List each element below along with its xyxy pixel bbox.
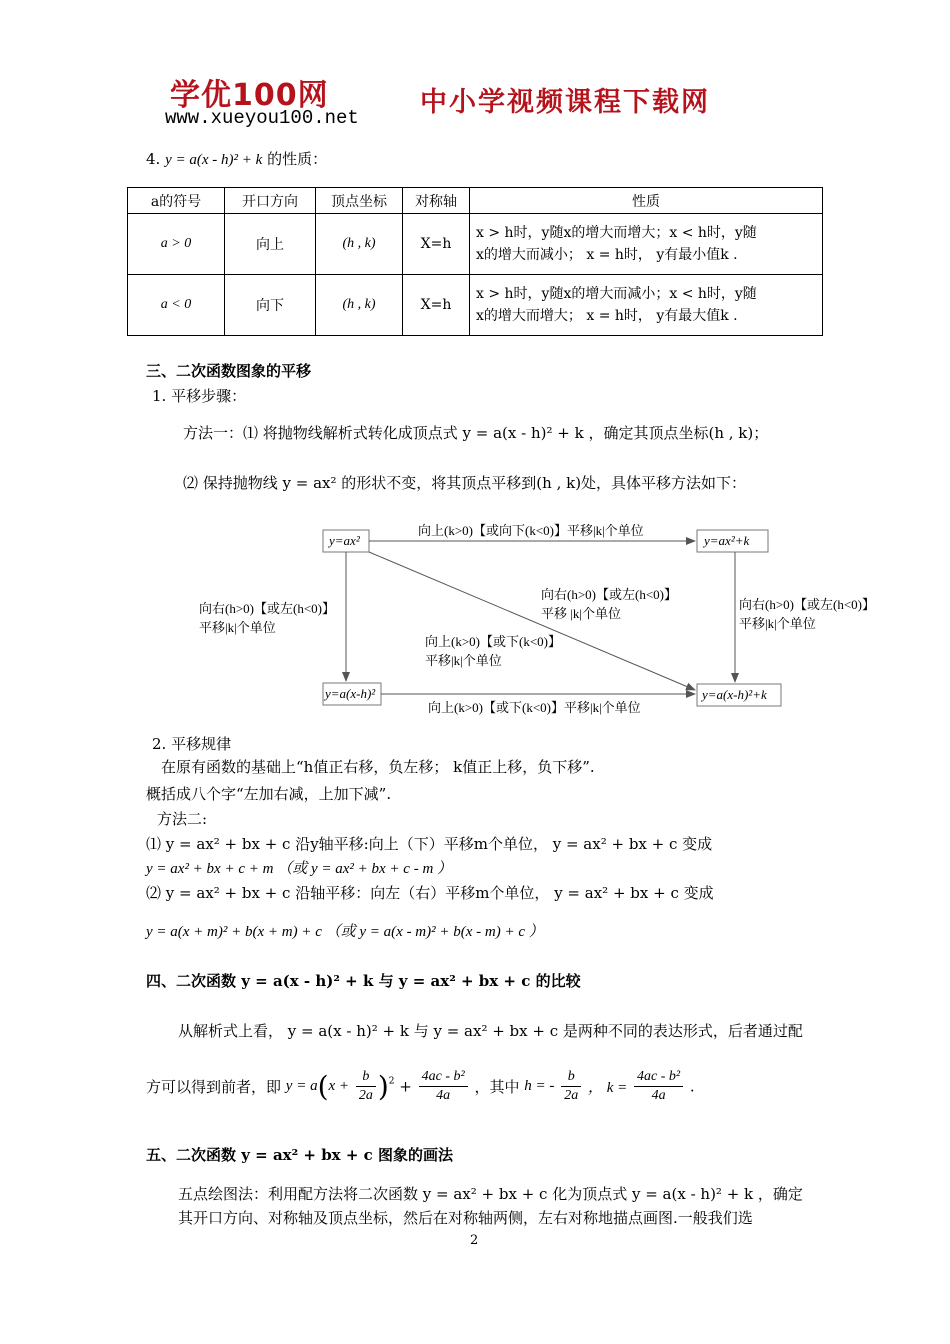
cell-sign: a < 0 — [128, 275, 225, 336]
diagonal-label-1: 向右(h>0)【或左(h<0)】 平移 |k|个单位 — [541, 587, 677, 621]
box-vertical-label: y=ax²+k — [704, 533, 750, 548]
cell-direction: 向下 — [225, 275, 316, 336]
method-two-p2: ⑵ y = ax² + bx + c 沿轴平移：向左（右）平移m个单位， y = ax² + bx + c 变成 — [146, 884, 714, 902]
section-4-title: 四、二次函数 y = a(x - h)² + k 与 y = ax² + bx + c 的比较 — [146, 972, 581, 990]
fraction-k: $\frac{\text{4ac - b²}}{4a}$ — [419, 1068, 468, 1105]
col-header: 对称轴 — [403, 188, 470, 214]
box-horizontal-label: y=a(x-h)² — [325, 686, 376, 701]
cell-axis: X=h — [403, 275, 470, 336]
section-4-heading: 4. y = a(x - h)² + k 的性质： — [146, 150, 328, 168]
comparison-para-2: 方可以得到前者，即 y = a(x + $\frac{b}{2a}$ )$^2$ + $\frac{\text{4ac - b²}}{4a}$ ，其中 h = - $\frac{b}{2a}$ ， k = $\frac{\text{4ac - b²}}{4a}$ . — [146, 1069, 695, 1103]
method-two-p1: ⑴ y = ax² + bx + c 沿y轴平移:向上（下）平移m个单位， y = ax² + bx + c 变成 — [146, 835, 713, 853]
cell-property: x > h时，y随x的增大而减小；x < h时，y随 x的增大而增大； x = h时， y有最大值k . — [470, 275, 823, 336]
rule-line-1: 在原有函数的基础上“h值正右移，负左移； k值正上移，负下移”. — [161, 758, 595, 776]
page-number: 2 — [470, 1233, 479, 1248]
bottom-arrow-label: 向上(k>0)【或下(k<0)】平移|k|个单位 — [428, 700, 641, 715]
cell-property: x > h时，y随x的增大而增大；x < h时，y随 x的增大而减小； x = h时， y有最小值k . — [470, 214, 823, 275]
logo-url: www.xueyou100.net — [165, 107, 359, 129]
rule-title: 2. 平移规律 — [152, 735, 232, 753]
diagonal-label-2: 向上(k>0)【或下(k<0)】 平移|k|个单位 — [425, 634, 561, 668]
col-header: 开口方向 — [225, 188, 316, 214]
method-two-p1-result: y = ax² + bx + c + m （或 y = ax² + bx + c - m ） — [146, 861, 453, 877]
steps-title: 1. 平移步骤： — [152, 387, 247, 405]
header-slogan: 中小学视频课程下载网 — [420, 87, 710, 118]
sec4-formula: y = a(x - h)² + k — [165, 152, 263, 168]
method-two-p2-result: y = a(x + m)² + b(x + m) + c （或 y = a(x - m)² + b(x - m) + c ） — [146, 924, 544, 940]
drawing-para-2: 其开口方向、对称轴及顶点坐标，然后在对称轴两侧，左右对称地描点画图.一般我们选 — [178, 1209, 753, 1227]
fraction-h: $\frac{b}{2a}$ — [561, 1068, 581, 1105]
top-arrow-label: 向上(k>0)【或向下(k<0)】平移|k|个单位 — [418, 523, 644, 538]
box-vertex-label: y=a(x-h)²+k — [702, 687, 767, 702]
method-two-title: 方法二: — [157, 810, 208, 828]
cell-sign: a > 0 — [128, 214, 225, 275]
method-one: 方法一：⑴ 将抛物线解析式转化成顶点式 y = a(x - h)² + k ，确定其顶点坐标(h , k)； — [183, 424, 769, 442]
col-header: a的符号 — [128, 188, 225, 214]
section-5-title: 五、二次函数 y = ax² + bx + c 图象的画法 — [146, 1146, 453, 1164]
col-header: 性质 — [470, 188, 823, 214]
rule-line-2: 概括成八个字“左加右减，上加下减”. — [146, 785, 392, 803]
comparison-para-1: 从解析式上看， y = a(x - h)² + k 与 y = ax² + bx + c 是两种不同的表达形式，后者通过配 — [178, 1022, 803, 1040]
box-base-label: y=ax² — [329, 533, 360, 548]
section-3-title: 三、二次函数图象的平移 — [146, 362, 312, 380]
left-arrow-label: 向右(h>0)【或左(h<0)】 平移|k|个单位 — [199, 601, 335, 635]
drawing-para-1: 五点绘图法：利用配方法将二次函数 y = ax² + bx + c 化为顶点式 y = a(x - h)² + k ，确定 — [178, 1185, 803, 1203]
cell-vertex: (h , k) — [316, 275, 403, 336]
cell-axis: X=h — [403, 214, 470, 275]
fraction-b-over-2a: $\frac{b}{2a}$ — [356, 1068, 376, 1105]
cell-direction: 向上 — [225, 214, 316, 275]
col-header: 顶点坐标 — [316, 188, 403, 214]
cell-vertex: (h , k) — [316, 214, 403, 275]
method-one-step2: ⑵ 保持抛物线 y = ax² 的形状不变，将其顶点平移到(h , k)处，具体平移方法如下： — [183, 474, 747, 492]
right-arrow-label: 向右(h>0)【或左(h<0)】 平移|k|个单位 — [739, 597, 875, 631]
logo-text: 学优100网 — [170, 78, 329, 113]
fraction-k-value: $\frac{\text{4ac - b²}}{4a}$ — [634, 1068, 683, 1105]
